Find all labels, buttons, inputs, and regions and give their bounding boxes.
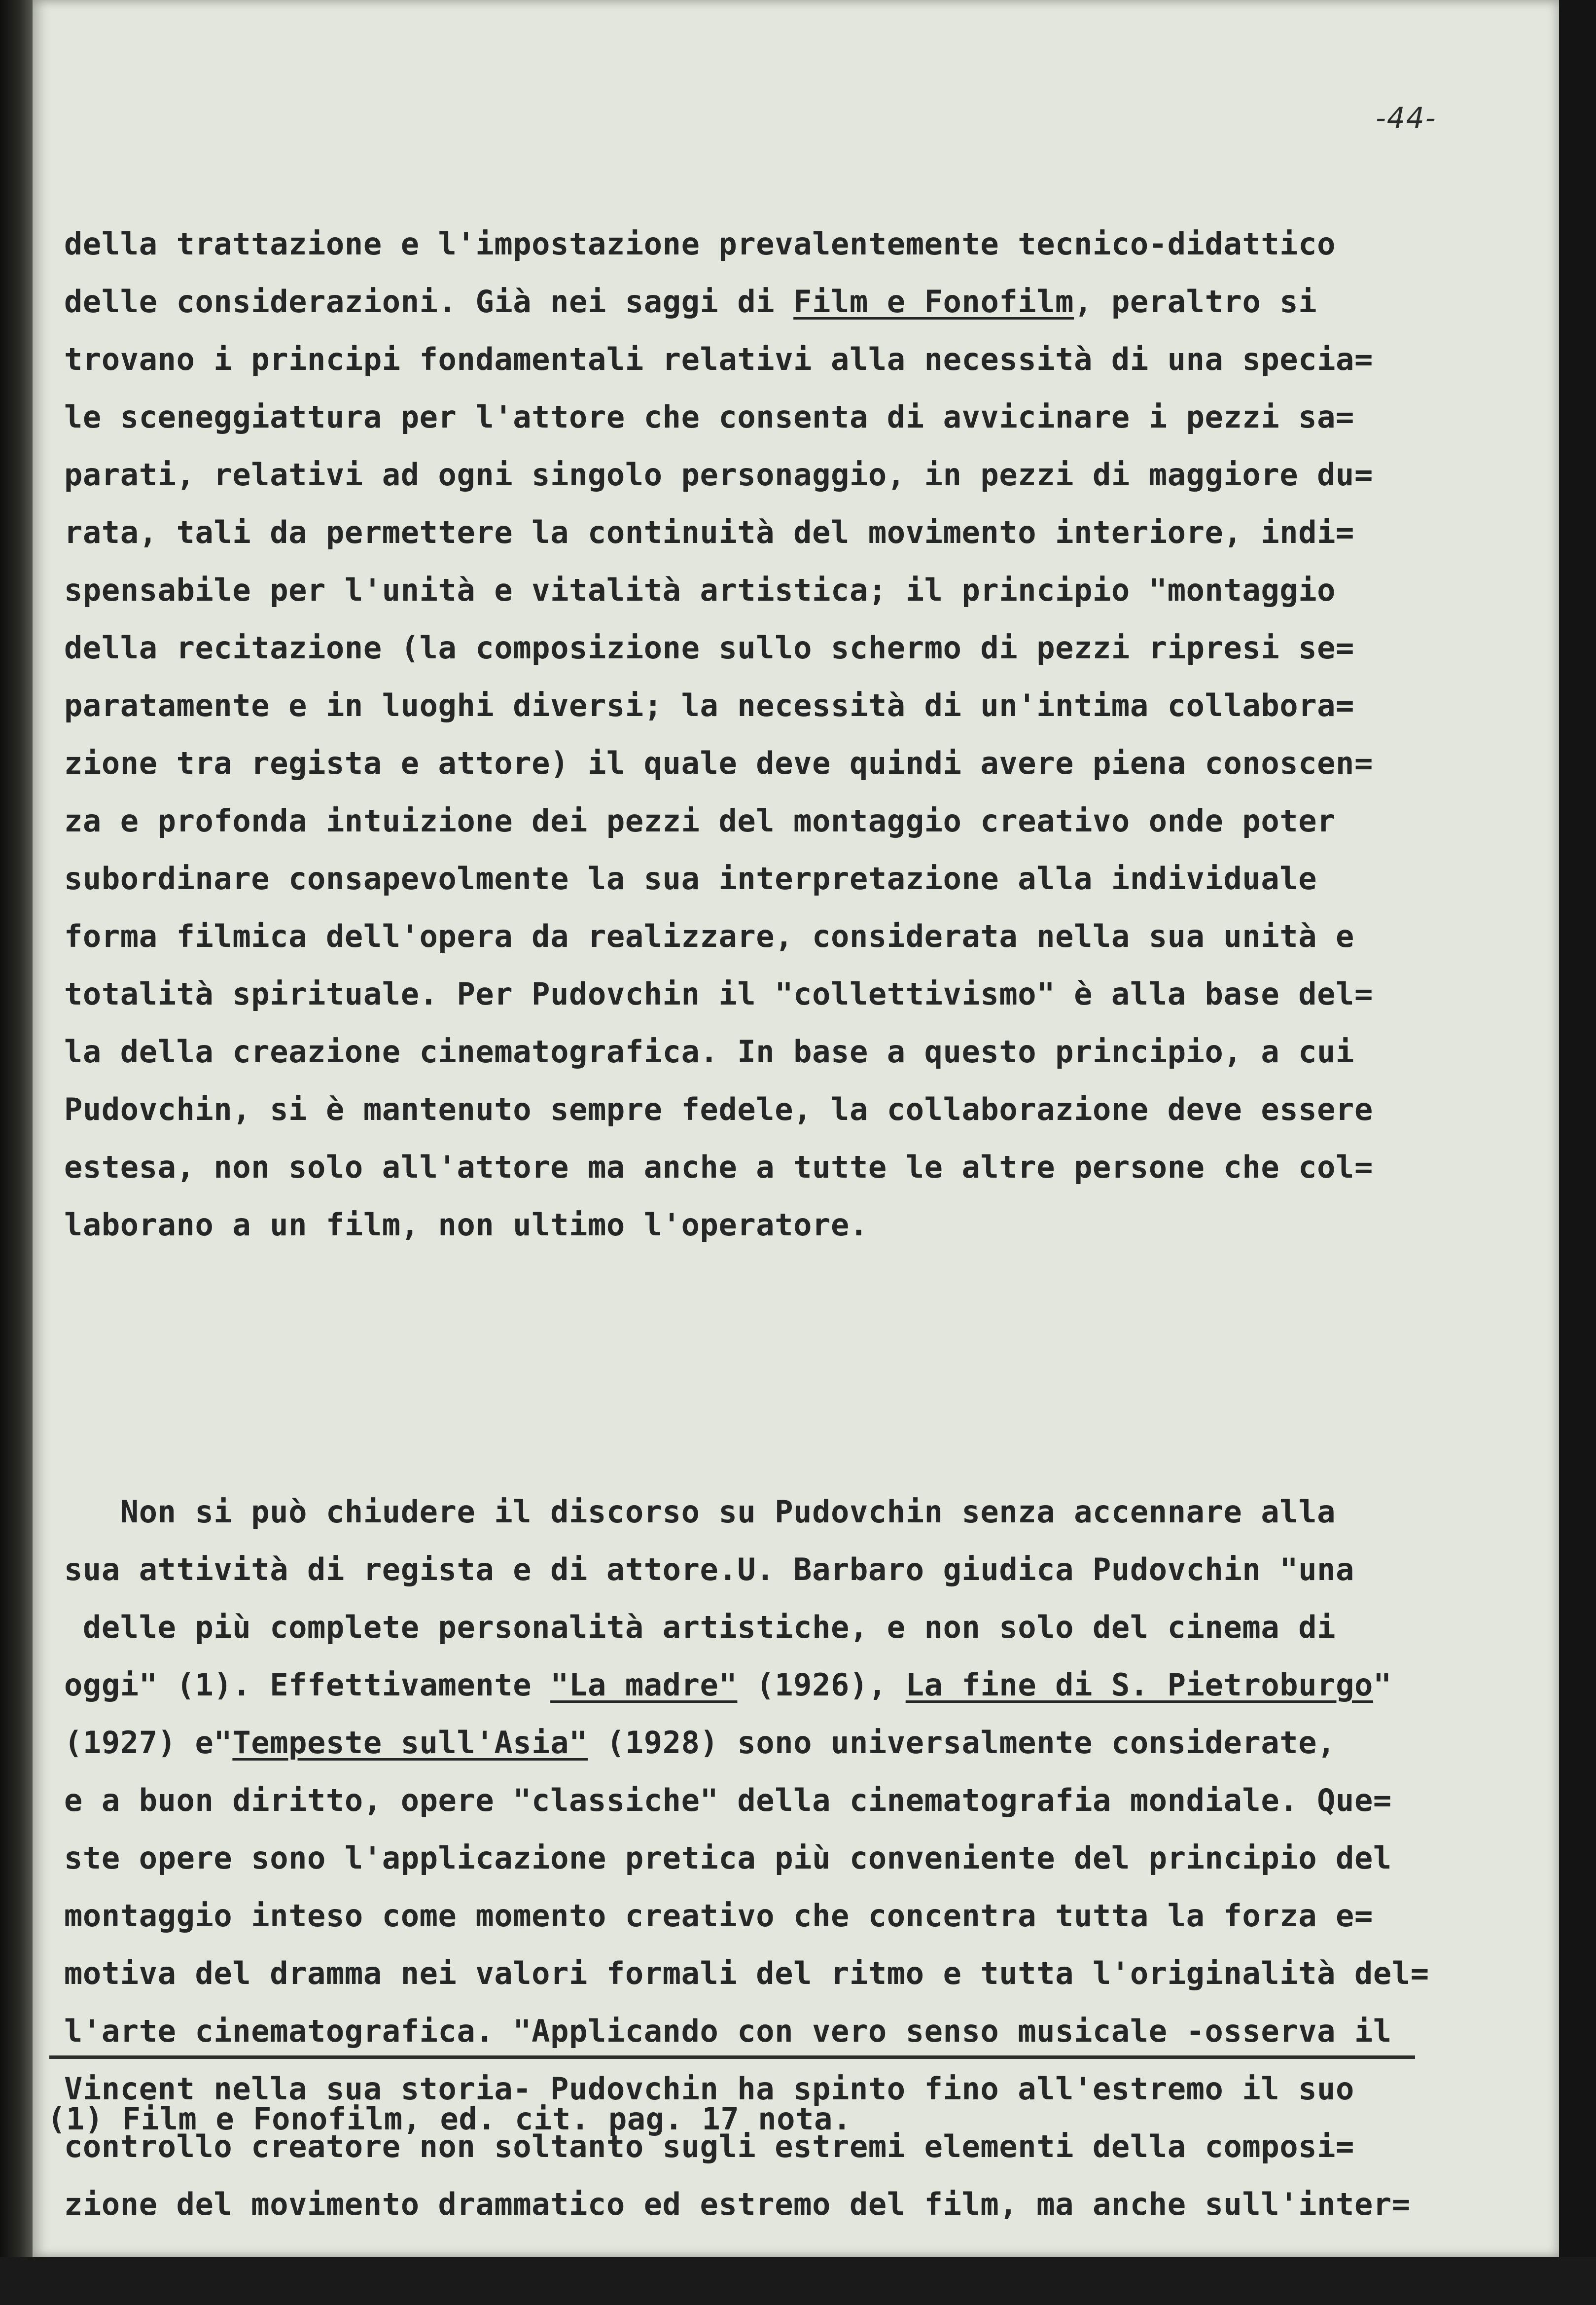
text-line: Vincent nella sua storia- Pudovchin ha spinto fino all'estremo il suo bbox=[64, 2071, 1354, 2107]
text-line: ste opere sono l'applicazione pretica più conveniente del principio del bbox=[64, 1840, 1392, 1876]
text-line: della recitazione (la composizione sullo schermo di pezzi ripresi se= bbox=[64, 630, 1354, 666]
text-line bbox=[64, 273, 1533, 330]
underlined-title: Tempeste sull'Asia" bbox=[232, 1725, 588, 1761]
text-line: subordinare consapevolmente la sua interpretazione alla individuale bbox=[64, 861, 1317, 897]
text-line: motiva del dramma nei valori formali del ritmo e tutta l'originalità del= bbox=[64, 1955, 1429, 1991]
text-line: la della creazione cinematografica. In base a questo principio, a cui bbox=[64, 1034, 1354, 1070]
left-page-edge bbox=[0, 0, 33, 2257]
text-line: paratamente e in luoghi diversi; la necessità di un'intima collabora= bbox=[64, 687, 1354, 723]
footnote-separator bbox=[49, 2055, 1415, 2059]
text-line: della trattazione e l'impostazione prevalentemente tecnico-didattico bbox=[64, 226, 1336, 262]
text-segment: delle considerazioni. Già nei saggi di bbox=[64, 284, 794, 320]
underlined-title: "La madre" bbox=[550, 1667, 738, 1703]
text-line: Non si può chiudere il discorso su Pudovchin senza accennare alla bbox=[64, 1494, 1336, 1530]
text-line: zione tra regista e attore) il quale deve quindi avere piena conoscen= bbox=[64, 745, 1373, 781]
text-line: e a buon diritto, opere "classiche" della cinematografia mondiale. Que= bbox=[64, 1782, 1392, 1818]
text-line: controllo creatore non soltanto sugli estremi elementi della composi= bbox=[64, 2128, 1354, 2164]
right-page-edge bbox=[1559, 0, 1596, 2257]
text-line: zione del movimento drammatico ed estremo del film, ma anche sull'inter= bbox=[64, 2186, 1411, 2222]
text-segment: (1926), bbox=[737, 1667, 906, 1703]
body-text bbox=[64, 143, 1533, 2305]
text-line: totalità spirituale. Per Pudovchin il "collettivismo" è alla base del= bbox=[64, 976, 1373, 1012]
paragraph-gap bbox=[64, 1326, 1533, 1411]
text-segment: (1927) e" bbox=[64, 1725, 233, 1761]
paragraph-1 bbox=[64, 215, 1533, 1254]
text-line: forma filmica dell'opera da realizzare, considerata nella sua unità e bbox=[64, 918, 1354, 954]
text-line bbox=[64, 1656, 1533, 1714]
text-line: za e profonda intuizione dei pezzi del montaggio creativo onde poter bbox=[64, 803, 1336, 839]
text-line: montaggio inteso come momento creativo che concentra tutta la forza e= bbox=[64, 1898, 1373, 1934]
text-segment: , peraltro si bbox=[1074, 284, 1317, 320]
text-line: le sceneggiattura per l'attore che consenta di avvicinare i pezzi sa= bbox=[64, 399, 1354, 435]
text-line: Pudovchin, si è mantenuto sempre fedele, la collaborazione deve essere bbox=[64, 1091, 1373, 1127]
underlined-title: La fine di S. Pietroburgo bbox=[905, 1667, 1373, 1703]
text-line: estesa, non solo all'attore ma anche a tutte le altre persone che col= bbox=[64, 1149, 1373, 1185]
text-line: trovano i principi fondamentali relativi alla necessità di una specia= bbox=[64, 341, 1373, 377]
text-line bbox=[64, 1714, 1533, 1771]
text-line: spensabile per l'unità e vitalità artistica; il principio "montaggio bbox=[64, 572, 1336, 608]
text-line: delle più complete personalità artistiche, e non solo del cinema di bbox=[64, 1609, 1336, 1645]
text-segment: oggi" (1). Effettivamente bbox=[64, 1667, 551, 1703]
text-line: parati, relativi ad ogni singolo personaggio, in pezzi di maggiore du= bbox=[64, 457, 1373, 493]
text-line: l'arte cinematografica. "Applicando con vero senso musicale -osserva il bbox=[64, 2013, 1392, 2049]
underlined-title: Film e Fonofilm bbox=[793, 284, 1074, 320]
text-line: sua attività di regista e di attore.U. Barbaro giudica Pudovchin "una bbox=[64, 1551, 1354, 1587]
text-segment: " bbox=[1373, 1667, 1392, 1703]
text-line: laborano a un film, non ultimo l'operatore. bbox=[64, 1207, 868, 1243]
footnote: (1) Film e Fonofilm, ed. cit. pag. 17 nota. bbox=[47, 2101, 851, 2137]
text-line: rata, tali da permettere la continuità del movimento interiore, indi= bbox=[64, 514, 1354, 550]
text-segment: (1928) sono universalmente considerate, bbox=[587, 1725, 1336, 1761]
handwritten-page-number: -44- bbox=[1376, 101, 1437, 135]
